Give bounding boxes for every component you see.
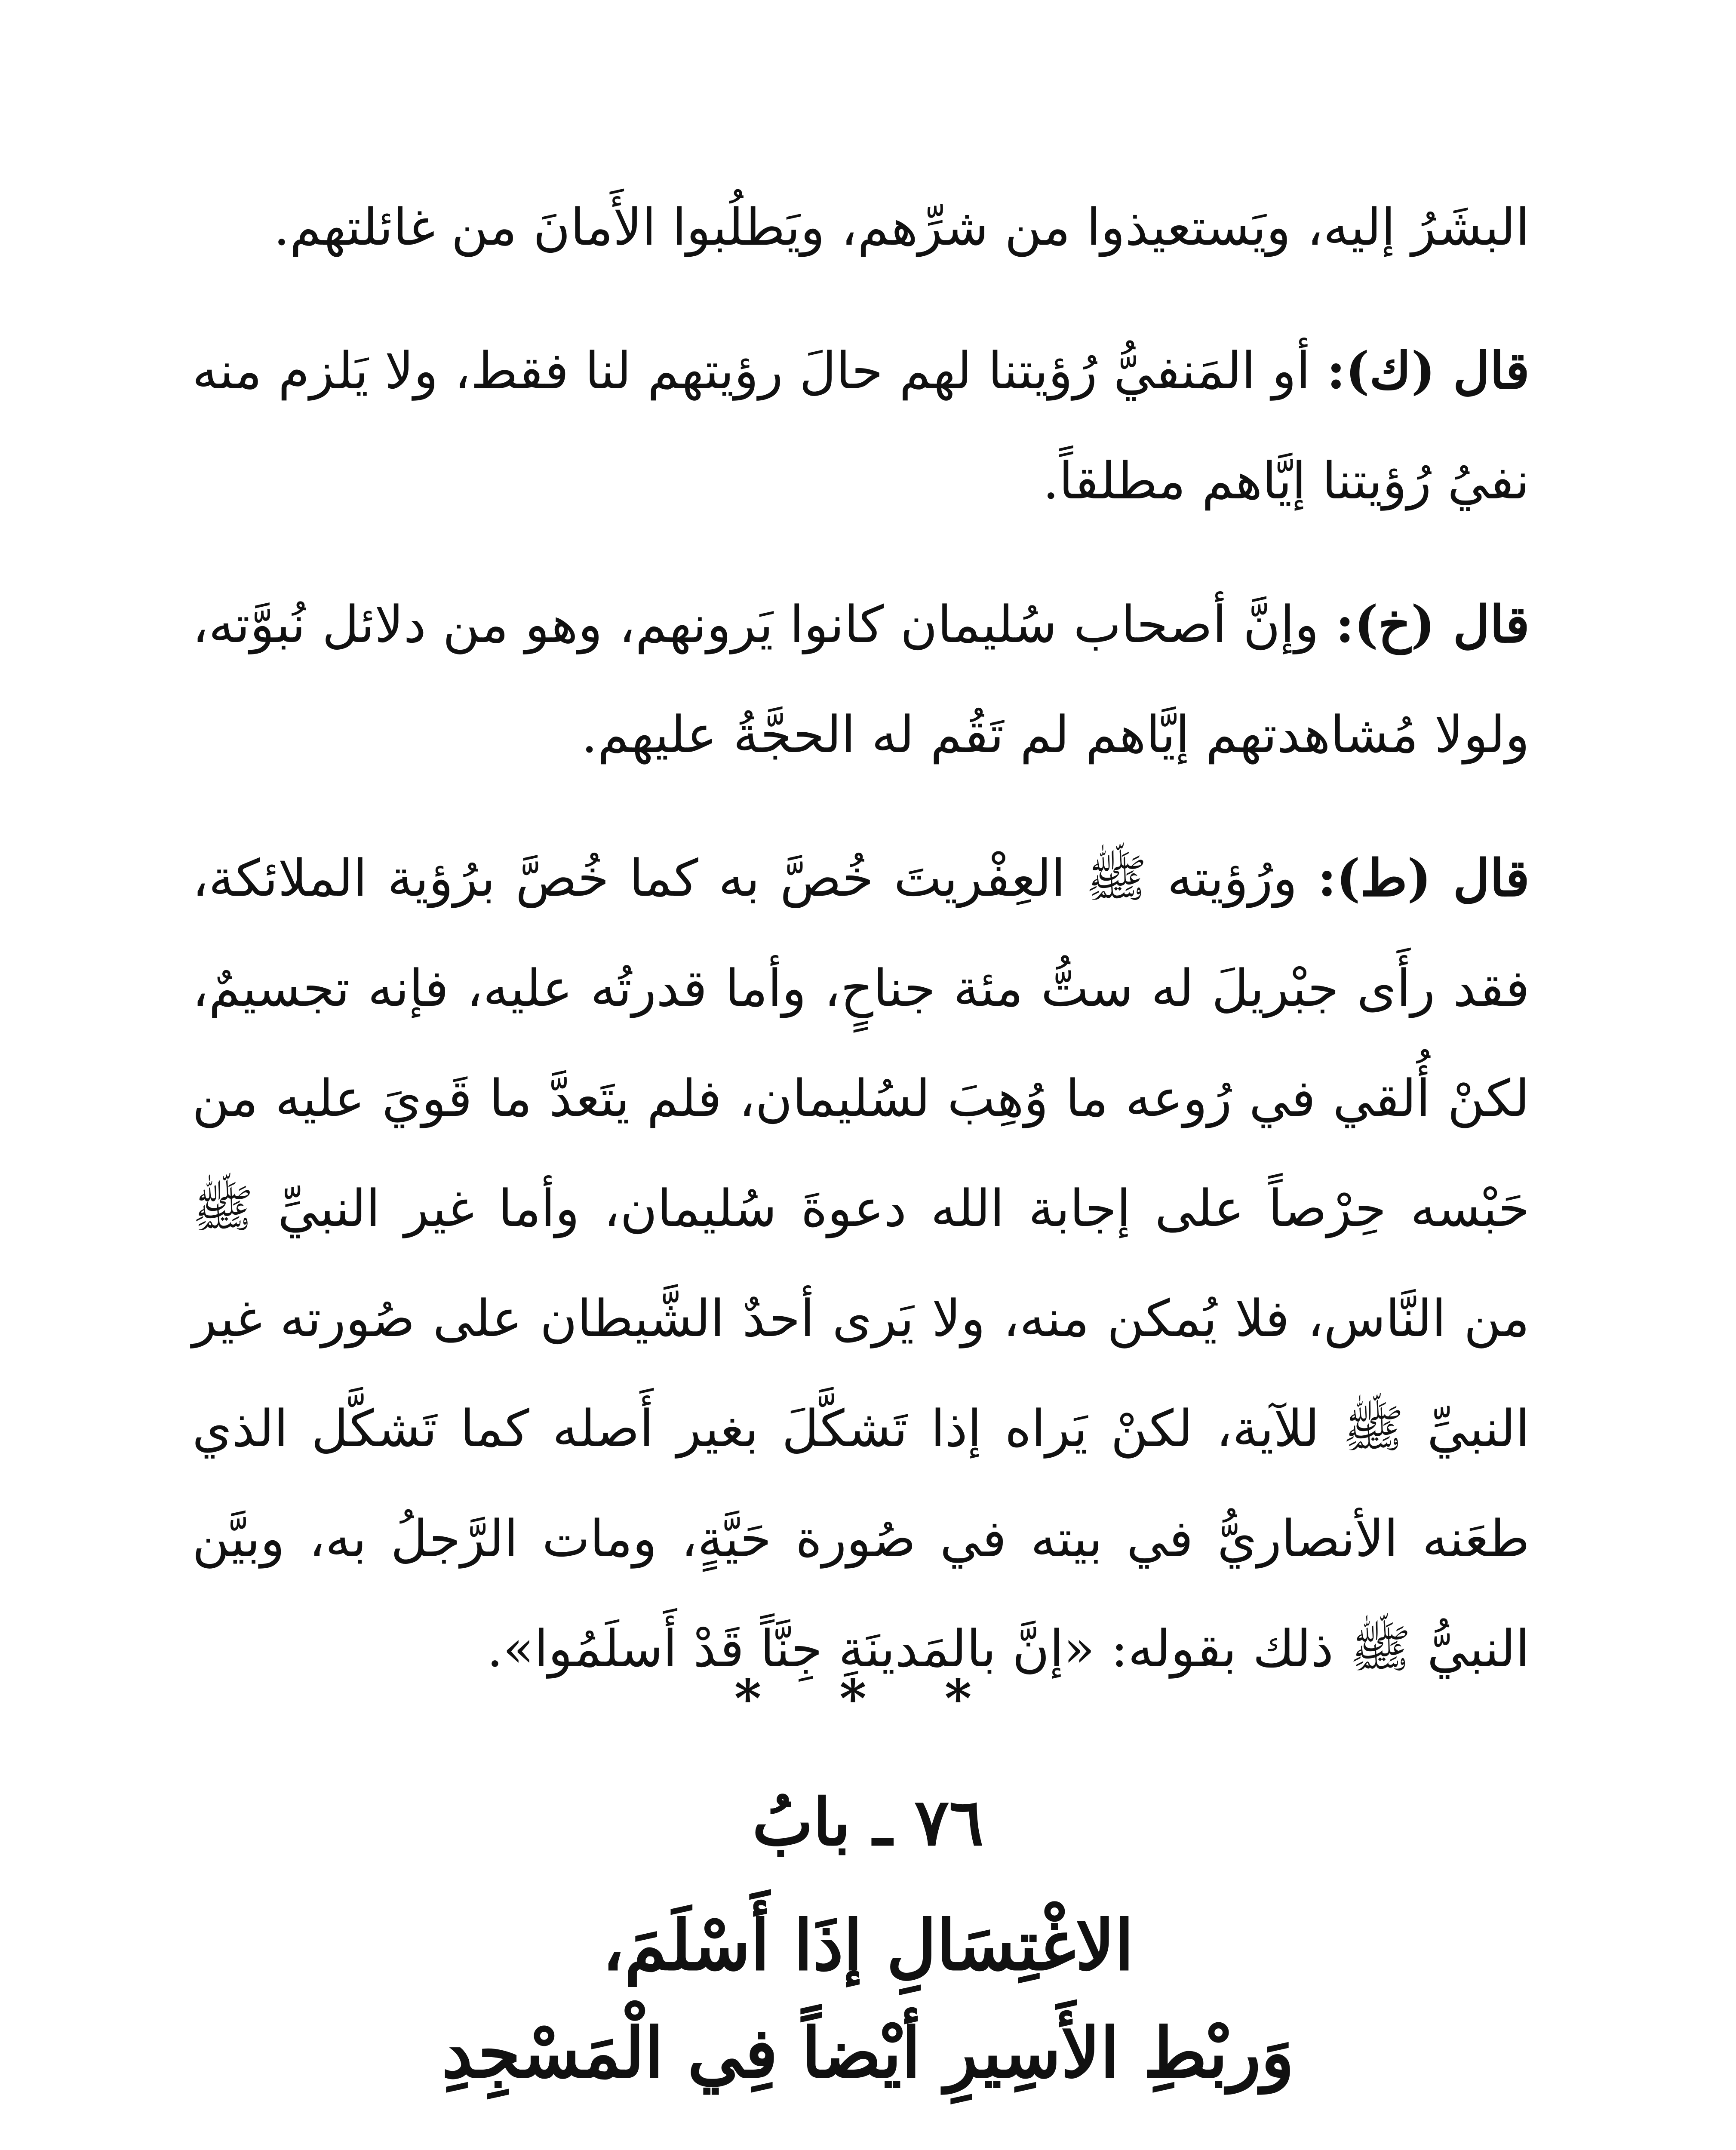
paragraph-speaker: قال (خ):: [1335, 594, 1530, 654]
chapter-title-line-2: وَربْطِ الأَسِيرِ أيْضاً فِي الْمَسْجِدِ: [442, 2012, 1294, 2093]
paragraph-text: وإنَّ أصحاب سُليمان كانوا يَرونهم، وهو من دلائل نُبوَّته، ولولا مُشاهدتهم إيَّاهم لم تَقُم له الحجَّةُ عليهم.: [192, 595, 1530, 764]
body-text: [192, 172, 1530, 1737]
paragraph: [192, 316, 1530, 536]
paragraph: [192, 172, 1530, 282]
paragraph-text: ورُؤيته ﷺ العِفْريتَ خُصَّ به كما خُصَّ برُؤية الملائكة، فقد رأَى جبْريلَ له ستُّ مئة جناحٍ، وأما قدرتُه عليه، فإنه تجسيمٌ، لكنْ أُلقي في رُوعه ما وُهِبَ لسُليمان، فلم يتَعدَّ ما قَويَ عليه من حَبْسه حِرْصاً على إجابة الله دعوةَ سُليمان، وأما غير النبيِّ ﷺ من النَّاس، فلا يُمكن منه، ولا يَرى أحدٌ الشَّيطان على صُورته غير النبيِّ ﷺ للآية، لكنْ يَراه إذا تَشكَّلَ بغير أَصله كما تَشكَّل الذي طعَنه الأنصاريُّ في بيته في صُورة حَيَّةٍ، ومات الرَّجلُ به، وبيَّن النبيُّ ﷺ ذلك بقوله: «إنَّ بالمَدينَةِ جِنَّاً قَدْ أَسلَمُوا».: [192, 848, 1530, 1678]
chapter-number: ٧٦ ـ بابُ: [752, 1784, 984, 1860]
section-separator: * * *: [734, 1668, 1002, 1729]
chapter-title-line-1: الاغْتِسَالِ إذَا أَسْلَمَ،: [602, 1905, 1134, 1986]
paragraph-speaker: قال (ك):: [1327, 341, 1530, 400]
paragraph: [192, 823, 1530, 1704]
paragraph-text: أو المَنفيُّ رُؤيتنا لهم حالَ رؤيتهم لنا فقط، ولا يَلزم منه نفيُ رُؤيتنا إيَّاهم مطلقاً.: [192, 341, 1530, 510]
paragraph-speaker: قال (ط):: [1317, 848, 1530, 908]
paragraph: [192, 569, 1530, 789]
paragraph-text: البشَرُ إليه، ويَستعيذوا من شرِّهم، ويَطلُبوا الأَمانَ من غائلتهم.: [273, 197, 1530, 257]
